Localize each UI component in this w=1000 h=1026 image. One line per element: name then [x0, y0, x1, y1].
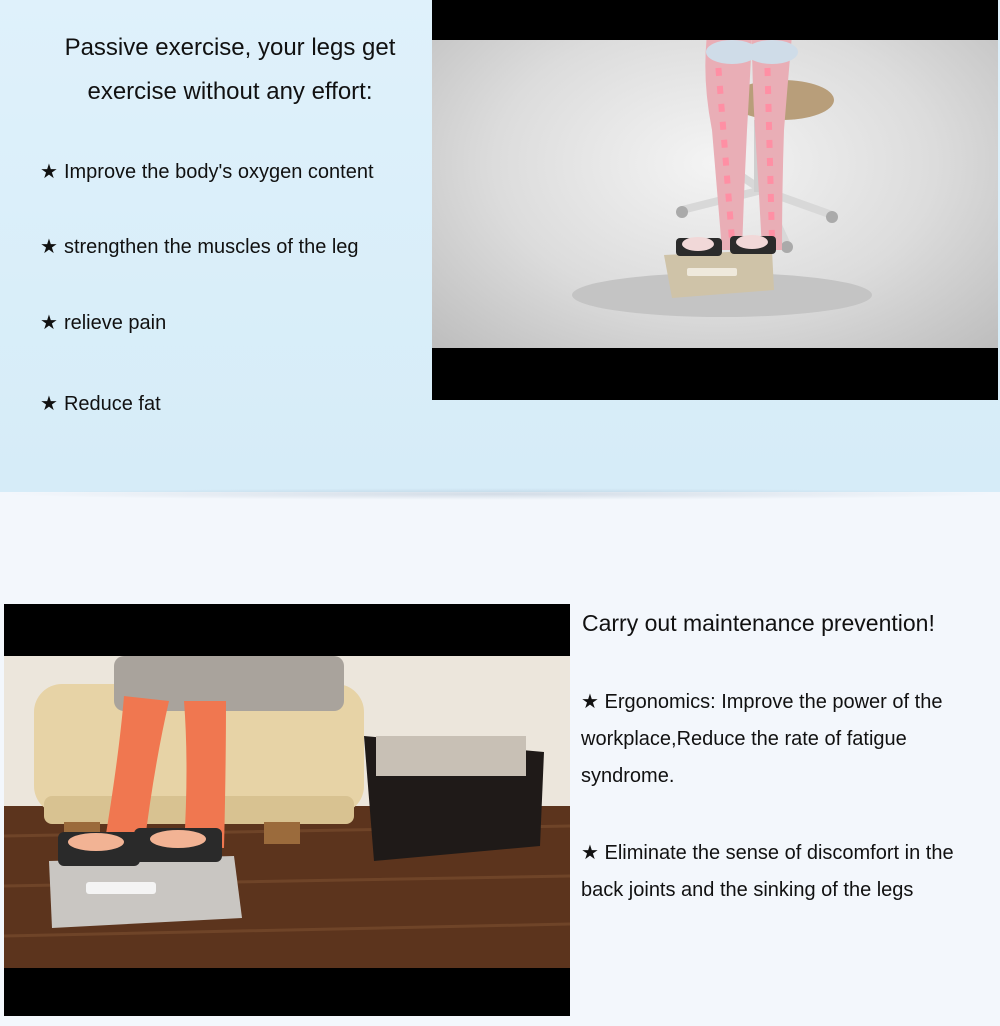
- star-icon: ★: [40, 236, 58, 258]
- massager-render-illustration: [432, 40, 998, 348]
- feature-paragraph-ergonomics: [581, 684, 991, 795]
- star-icon: ★: [40, 312, 58, 334]
- bottom-heading: Carry out maintenance prevention!: [582, 610, 935, 636]
- benefit-text: strengthen the muscles of the leg: [63, 236, 359, 258]
- star-icon: ★: [40, 393, 58, 415]
- benefit-text: Improve the body's oxygen content: [63, 161, 374, 183]
- benefit-item: [40, 310, 166, 335]
- section-divider: [0, 488, 1000, 500]
- benefit-text: relieve pain: [63, 312, 167, 334]
- benefit-item: [40, 159, 374, 184]
- star-icon: ★: [581, 842, 599, 864]
- top-heading: [30, 26, 430, 114]
- video-frame-seated-legs: [432, 0, 998, 400]
- star-icon: ★: [581, 691, 599, 713]
- feature-text: Eliminate the sense of discomfort in the back joints and the sinking of the legs: [581, 842, 954, 901]
- benefit-item: [40, 234, 359, 259]
- massager-photo-illustration: [4, 656, 570, 968]
- top-heading-line1: Passive exercise, your legs get: [64, 34, 396, 61]
- video-scene: [4, 656, 570, 968]
- feature-paragraph-discomfort: [581, 835, 991, 909]
- feature-text: Ergonomics: Improve the power of the workplace,Reduce the rate of fatigue syndrome.: [581, 691, 943, 787]
- top-heading-line2: exercise without any effort:: [87, 78, 373, 105]
- video-frame-sofa-legs: [4, 604, 570, 1016]
- benefit-text: Reduce fat: [63, 393, 161, 415]
- star-icon: ★: [40, 161, 58, 183]
- benefit-item: [40, 391, 161, 416]
- video-scene: [432, 40, 998, 348]
